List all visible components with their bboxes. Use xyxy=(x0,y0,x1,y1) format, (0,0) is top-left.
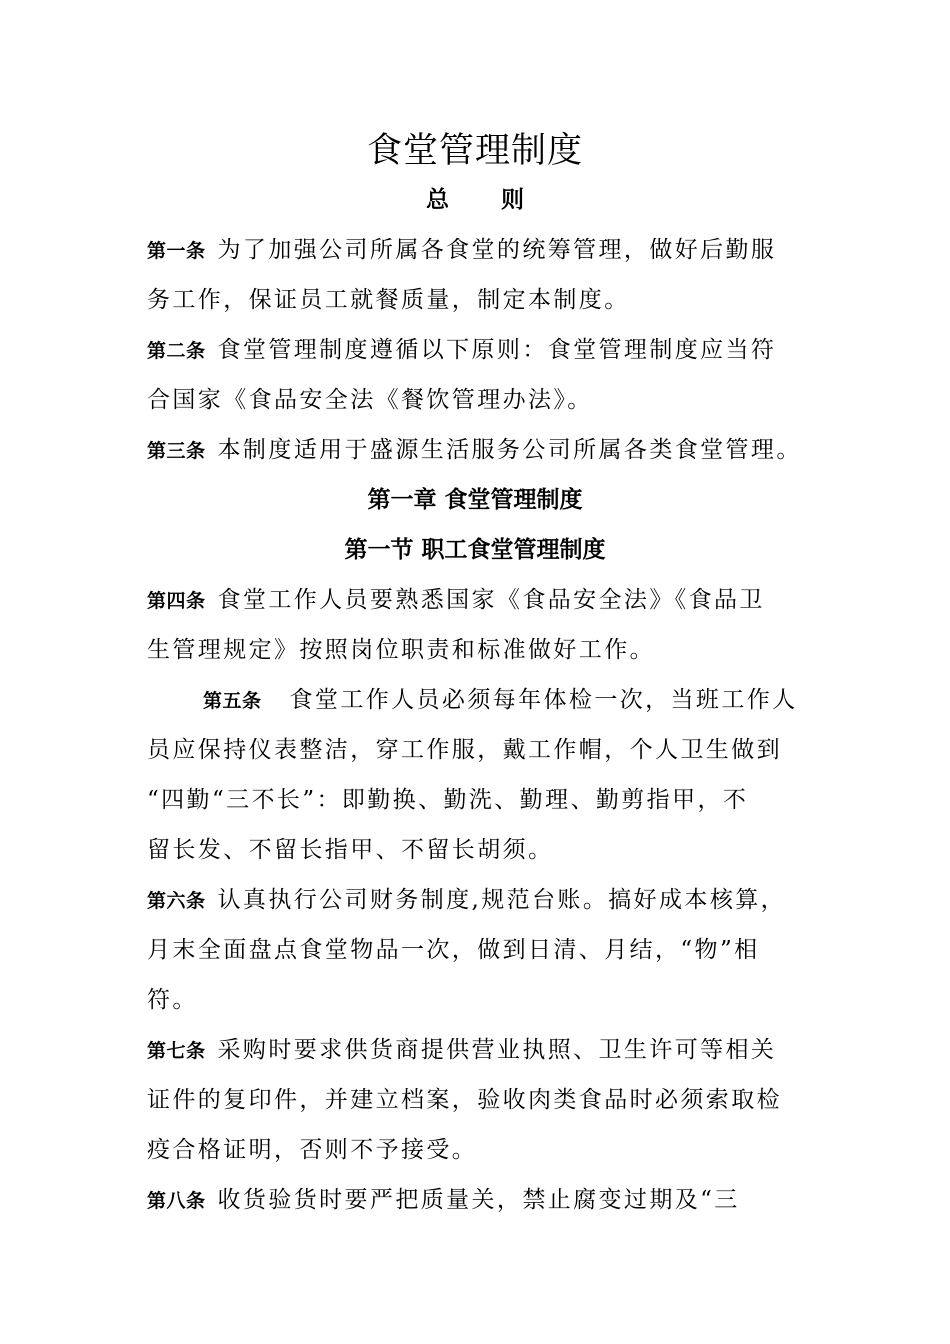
article-label: 第四条 xyxy=(147,590,206,612)
article-text: 采购时要求供货商提供营业执照、卫生许可等相关 xyxy=(217,1037,777,1063)
article-label: 第五条 xyxy=(203,690,262,712)
article-7-line-1 xyxy=(147,1033,776,1068)
article-text: 证件的复印件，并建立档案，验收肉类食品时必须索取检 xyxy=(147,1087,782,1113)
article-5-line-4 xyxy=(147,833,553,867)
article-label: 第三条 xyxy=(147,440,206,462)
article-8-line-1 xyxy=(147,1183,740,1218)
article-text: 生管理规定》按照岗位职责和标准做好工作。 xyxy=(147,637,655,663)
article-label: 第二条 xyxy=(147,340,206,362)
article-text: 食堂管理制度遵循以下原则：食堂管理制度应当符 xyxy=(217,337,777,363)
article-text: 员应保持仪表整洁，穿工作服，戴工作帽，个人卫生做到 xyxy=(147,737,782,763)
article-2-line-1 xyxy=(147,333,776,368)
article-6-line-3 xyxy=(147,983,198,1017)
section-heading: 第一节 职工食堂管理制度 xyxy=(344,537,606,563)
general-provisions-heading xyxy=(0,183,950,217)
article-text: 认真执行公司财务制度,规范台账。搞好成本核算， xyxy=(217,887,787,913)
article-text: 留长发、不留长指甲、不留长胡须。 xyxy=(147,837,554,863)
article-6-line-1 xyxy=(147,883,786,918)
article-3-line-1 xyxy=(147,433,802,468)
article-text: 符。 xyxy=(147,987,198,1013)
article-label: 第一条 xyxy=(147,240,206,262)
article-text: 合国家《食品安全法《餐饮管理办法》。 xyxy=(147,387,593,413)
article-4-line-2 xyxy=(147,633,655,667)
article-label: 第八条 xyxy=(147,1190,206,1212)
article-2-line-2 xyxy=(147,383,593,417)
article-4-line-1 xyxy=(147,583,765,618)
article-text: 食堂工作人员要熟悉国家《食品安全法》《食品卫 xyxy=(217,587,765,613)
general-heading-char-2: 则 xyxy=(501,187,524,213)
article-text: 为了加强公司所属各食堂的统筹管理，做好后勤服 xyxy=(217,237,777,263)
article-label: 第六条 xyxy=(147,890,206,912)
article-1-line-1 xyxy=(147,233,776,268)
general-heading-char-1: 总 xyxy=(426,187,449,213)
article-text: 本制度适用于盛源生活服务公司所属各类食堂管理。 xyxy=(217,437,802,463)
article-text: “四勤“三不长”：即勤换、勤洗、勤理、勤剪指甲，不 xyxy=(147,787,749,813)
article-text: 疫合格证明，否则不予接受。 xyxy=(147,1137,478,1163)
article-7-line-3 xyxy=(147,1133,477,1167)
article-1-line-2 xyxy=(147,283,630,317)
article-5-line-3 xyxy=(147,783,748,817)
article-5-line-1 xyxy=(203,683,798,718)
article-5-line-2 xyxy=(147,733,782,767)
chapter-heading: 第一章 食堂管理制度 xyxy=(367,487,583,513)
article-text: 收货验货时要严把质量关，禁止腐变过期及“三 xyxy=(217,1187,740,1213)
article-text: 月末全面盘点食堂物品一次，做到日清、月结，“物”相 xyxy=(147,937,760,963)
article-label: 第七条 xyxy=(147,1040,206,1062)
article-6-line-2 xyxy=(147,933,760,967)
article-text: 食堂工作人员必须每年体检一次，当班工作人 xyxy=(289,687,798,713)
article-text: 务工作，保证员工就餐质量，制定本制度。 xyxy=(147,287,630,313)
document-title: 食堂管理制度 xyxy=(366,131,583,171)
article-7-line-2 xyxy=(147,1083,782,1117)
